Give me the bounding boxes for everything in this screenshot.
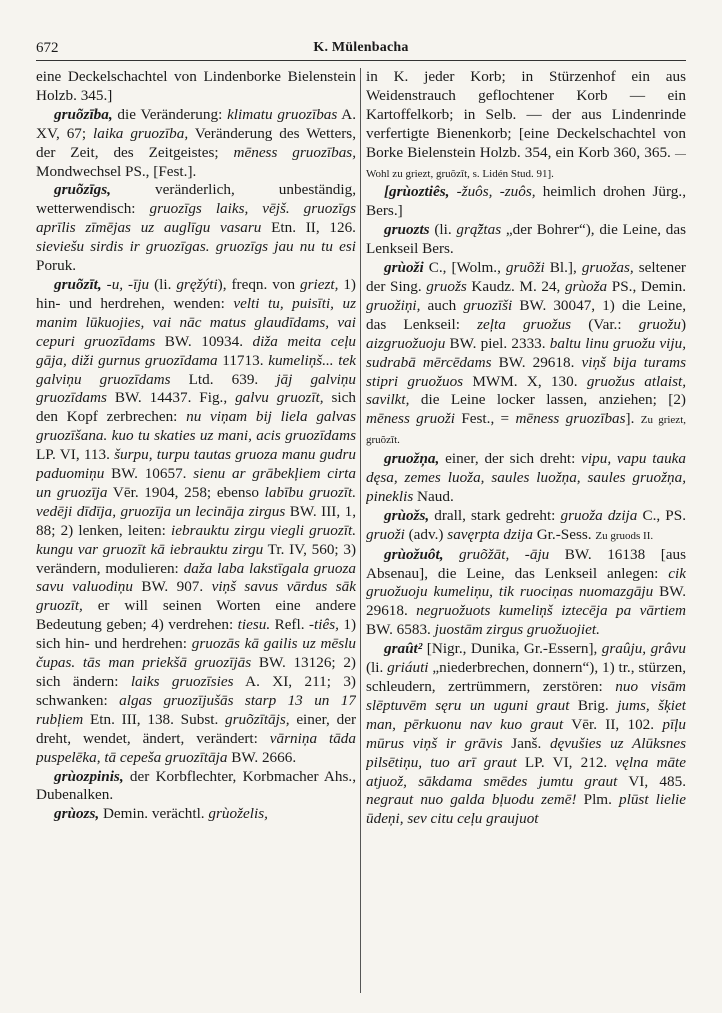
example-text: gruõzītājs, <box>225 710 290 728</box>
page-header <box>36 38 686 61</box>
example-text: velti tu, puisīti, uz manim lūkuojies, vai nāc matus glaudīdams, vai cepuri gruozīdams <box>36 294 356 350</box>
example-text: gruoži <box>366 525 405 543</box>
example-text: algas gruozījušās starp 13 un 17 rubļiem <box>36 691 356 728</box>
entry-text: BW. 10934. <box>155 332 253 350</box>
entry-text: BW. 16138 [aus Absenau], die Leine, das Lenkseil anlegen: <box>366 545 686 582</box>
headword: grùožs, <box>384 506 430 524</box>
entry-continuation <box>366 68 686 183</box>
example-text: dęvušies uz Alūksnes pilsētiņu, tuo arī graut <box>366 734 686 771</box>
entry-text: VI, 485. <box>617 772 686 790</box>
example-text: labību gruozīt. vedēji dīdīja, gruozīja un lecināja zirgus <box>36 483 356 520</box>
entry-text: Mondwechsel PS., [Fest.]. <box>36 162 197 180</box>
example-text: jāj galviņu gruozīdams <box>36 370 356 407</box>
entry-text: BW. 2666. <box>227 748 297 766</box>
dictionary-entry <box>366 507 686 546</box>
page-number: 672 <box>36 40 59 56</box>
entry-text: ) <box>680 315 686 333</box>
entry-text: Vēr. II, 102. <box>563 715 663 733</box>
entry-text: BW. 10657. <box>104 465 194 483</box>
headword: gruožņa, <box>384 450 440 468</box>
entry-text: Poruk. <box>36 257 77 275</box>
entry-text: BW. 6583. <box>366 621 435 639</box>
entry-text: Vēr. 1904, 258; ebenso <box>107 483 265 501</box>
entry-text: Demin. verächtl. <box>99 805 209 823</box>
headword: [grùoztiês, <box>384 183 450 201</box>
example-text: gruõžāt, -āju <box>443 545 550 563</box>
example-text: negraut nuo galda bļuodu zemē! <box>366 791 577 809</box>
dictionary-entry <box>366 640 686 829</box>
example-text: plūst lielie ūdeņi, sev citu ceļu graujuot <box>366 791 686 828</box>
example-text: vipu, vapu tauka dęsa, zemes luoža, saules luožņa, saules gruožņa, pineklis <box>366 450 686 505</box>
example-text: griáuti <box>387 659 429 677</box>
example-text: gruožu <box>638 315 681 333</box>
example-text: viņš bija turams stipri gruožuos <box>366 353 686 390</box>
column-divider <box>360 68 361 993</box>
entry-text: PS., Demin. <box>607 277 686 295</box>
entry-text: eine Deckelschachtel von Lindenborke Bielenstein Holzb. 345.] <box>36 68 356 104</box>
example-text: gruozās kā gailis uz mēslu čupas. tās man priekšā gruozījās <box>36 635 356 672</box>
entry-text: A. XI, 211; 3) schwanken: <box>36 673 356 709</box>
entry-text: BW. 29618. <box>366 583 686 620</box>
entry-text: — Wohl zu griezt, gruõzīt, s. Lidén Stud. 91]. <box>366 147 686 180</box>
text-columns <box>36 68 686 998</box>
entry-text: BW. 907. <box>132 578 212 596</box>
entry-text: MWM. X, 130. <box>463 372 587 390</box>
dictionary-entry <box>36 181 356 276</box>
example-text: kumeliņš... tek galviņu gruozīdams <box>36 351 356 388</box>
example-text: nuo visām slēptuvēm sęru un uguni graut <box>366 678 686 714</box>
headword: grùožuôt, <box>384 545 444 563</box>
dictionary-entry <box>366 183 686 221</box>
example-text: gruoža dzija <box>560 506 638 524</box>
example-text: -u, -īju <box>101 275 150 293</box>
running-head: K. Mülenbacha <box>313 40 409 55</box>
entry-text: 11713. <box>217 351 269 369</box>
entry-text: LP. VI, 113. <box>36 446 115 464</box>
entry-text: heimlich drohen Jürg., Bers.] <box>366 183 686 220</box>
entry-text: Naud. <box>413 487 454 505</box>
entry-text: sich den Kopf zerbrechen: <box>36 389 356 426</box>
entry-text: ), freqn. von <box>217 275 300 293</box>
entry-text: Refl. <box>270 616 309 634</box>
entry-text: (li. <box>429 221 457 239</box>
example-text: nu viņam bij liela galvas gruozīšana. kuo tu skaties uz mani, acis gruozīdams <box>36 408 356 445</box>
example-text: -tiês, <box>308 616 339 634</box>
example-text: aizgruožuoju <box>366 334 446 352</box>
entry-text: in K. jeder Korb; in Stürzenhof ein aus Weidenstrauch geflochtener Korb — ein Kartoffelkorb; in Selb. — der aus Lindenrinde verfertigte Bienenkorb; [eine Deckelschachtel von Borke Bielenstein Holzb. 354, ein Korb 360, 365. <box>366 68 686 161</box>
entry-text: Ltd. 639. <box>170 370 277 388</box>
headword: gruõzība, <box>54 105 113 123</box>
example-text: baltu linu gruožu viju, sudrabā mērcēdams <box>366 334 686 371</box>
entry-text: BW. 30047, 1) die Leine, das Lenkseil: <box>366 296 686 333</box>
example-text: jums, šķiet man, pērkuonu nav kuo graut <box>366 696 686 733</box>
headword: grùozs, <box>54 805 100 823</box>
headword: gruõzīgs, <box>54 181 111 199</box>
entry-text: (li. <box>149 275 177 293</box>
example-text: gruõži <box>505 259 545 277</box>
example-text: daža laba lakstīgala gruoza savu valuodiņu <box>36 559 356 596</box>
example-text: gruozīgs laiks, vējš. gruozīgs aprīlis zīmējas uz auglīgu vasaru <box>36 200 356 237</box>
entry-text: veränderlich, unbeständig, wetterwendisch: <box>36 181 356 218</box>
entry-text: 1) sich hin- und herdrehen: <box>36 616 356 653</box>
headword: gruõzīt, <box>54 275 102 293</box>
entry-text: Plm. <box>576 791 620 809</box>
example-text: graûju, grâvu <box>601 640 686 658</box>
entry-text: BW. piel. 2333. <box>445 334 550 352</box>
entry-text: A. XV, 67; <box>36 105 356 142</box>
example-text: sienu ar grābekļiem cirta un gruozīja <box>36 465 356 501</box>
example-text: laika gruozība, <box>93 124 189 142</box>
entry-text: Etn. II, 126. <box>261 219 356 237</box>
example-text: grùoža <box>564 277 608 295</box>
entry-text: Gr.-Sess. <box>532 525 596 543</box>
entry-text: BW. 29618. <box>491 353 582 371</box>
entry-text: Zu gruods II. <box>595 529 654 542</box>
dictionary-entry <box>36 768 356 806</box>
entry-text: BW. 13126; 2) sich ändern: <box>36 654 356 690</box>
example-text: juostām zirgus gruožuojiet. <box>434 621 600 639</box>
example-text: grùoželis, <box>208 805 268 823</box>
entry-text: der Korbflechter, Korbmacher Ahs., Dubenalken. <box>36 767 356 804</box>
entry-text: er will seinen Worten eine andere Bedeutung geben; 4) verdrehen: <box>36 597 356 634</box>
entry-text: Etn. III, 138. Subst. <box>83 710 225 728</box>
entry-text: (li. <box>366 659 388 677</box>
example-text: pīļu mūrus viņš ir grāvis <box>366 715 686 752</box>
dictionary-entry <box>36 276 356 768</box>
dictionary-entry <box>366 450 686 507</box>
entry-text: Zu griezt, gruõzīt. <box>366 414 686 447</box>
example-text: klimatu gruozības <box>227 105 338 123</box>
entry-text: Fest., = <box>455 410 516 428</box>
left-column <box>36 68 356 998</box>
example-text: gruožiņi, <box>366 296 421 314</box>
entry-continuation <box>36 68 356 106</box>
headword: gruozts <box>384 221 430 239</box>
example-text: mēness gruozības <box>515 410 626 428</box>
entry-text: die Leine locker lassen, anziehen; [2) <box>409 391 686 409</box>
headword: grùozpinis, <box>54 767 124 785</box>
example-text: gruožs <box>426 277 467 295</box>
dictionary-entry <box>366 259 686 450</box>
entry-text: Bl.], <box>544 259 582 277</box>
example-text: negruožuots kumeliņš iztecēja pa vārtiem <box>416 602 686 620</box>
entry-text: ]. <box>625 410 641 428</box>
headword: graût² <box>384 640 423 658</box>
entry-text: BW. 14437. Fig., <box>106 389 236 407</box>
example-text: gruozīši <box>463 296 513 314</box>
dictionary-entry <box>366 221 686 259</box>
example-text: griezt, <box>299 275 339 293</box>
example-text: gruožas, <box>581 259 634 277</box>
dictionary-entry <box>366 546 686 641</box>
example-text: galvu gruozīt, <box>235 389 324 407</box>
example-text: mēness gruozības, <box>233 143 356 161</box>
example-text: iebrauktu zirgu viegli gruozīt. kungu var gruozīt kā iebrauktu zirgu <box>36 521 356 558</box>
right-column <box>366 68 686 998</box>
entry-text: LP. VI, 212. <box>516 753 616 771</box>
example-text: sieviešu sirdis ir gruozīgas. gruozīgs jau nu tu esi <box>36 238 356 256</box>
entry-text: (adv.) <box>404 525 448 543</box>
entry-text: (Var.: <box>571 315 639 333</box>
example-text: diža meita ceļu gāja, diži gurnus gruozīdama <box>36 332 356 369</box>
entry-text: Veränderung des Wetters, der Zeit, des Zeitgeistes; <box>36 124 356 161</box>
example-text: mēness gruoži <box>366 410 456 428</box>
entry-text: C., PS. <box>637 506 686 524</box>
entry-text: „niederbrechen, donnern“), 1) tr., stürzen, schleudern, zertrümmern, zerstören: <box>366 659 686 695</box>
example-text: viņš savus vārdus sāk gruozīt, <box>36 578 356 615</box>
dictionary-entry <box>36 106 356 182</box>
example-text: laiks gruozīsies <box>130 673 234 690</box>
entry-text: Janš. <box>502 734 550 752</box>
example-text: vārniņa tāda puspelēka, tā cepeša gruozītāja <box>36 729 356 766</box>
example-text: tiesu. <box>237 616 271 634</box>
entry-text: Kaudz. M. 24, <box>466 277 565 295</box>
example-text: cik gruožuoju kumeliņu, tik ruociņas nuomazgāju <box>366 564 686 601</box>
entry-text: BW. III, 1, 88; 2) lenken, leiten: <box>36 502 356 539</box>
entry-text: C., [Wolm., <box>423 259 506 277</box>
entry-text: „der Bohrer“), die Leine, das Lenkseil Bers. <box>366 221 686 258</box>
example-text: vęlna māte atjuož, sākdama smēdes jumtu graut <box>366 753 686 790</box>
example-text: zeļta gruožus <box>477 315 572 333</box>
entry-text: seltener der Sing. <box>366 259 686 295</box>
headword: grùoži <box>384 259 424 277</box>
entry-text: [Nigr., Dunika, Gr.-Essern], <box>422 640 602 658</box>
entry-text: Tr. IV, 560; 3) verändern, modulieren: <box>36 540 356 577</box>
entry-text: einer, der sich dreht: <box>439 450 582 468</box>
entry-text: die Veränderung: <box>112 105 228 123</box>
example-text: gruožus atlaist, savilkt, <box>366 372 686 409</box>
example-text: -žuôs, -zuôs, <box>449 183 536 201</box>
entry-text: 1) hin- und herdrehen, wenden: <box>36 275 356 312</box>
entry-text: drall, stark gedreht: <box>429 506 561 524</box>
example-text: šurpu, turpu tautas gruoza manu gudru paduomiņu <box>36 446 356 483</box>
entry-text: einer, der dreht, wendet, ändert, verändert: <box>36 710 356 747</box>
entry-text: Brig. <box>569 696 618 714</box>
example-text: grą̃žtas <box>456 221 502 239</box>
example-text: savęrpta dzija <box>447 525 533 543</box>
entry-text: auch <box>420 296 464 314</box>
example-text: gręžýti <box>176 275 218 293</box>
dictionary-entry <box>36 805 356 824</box>
